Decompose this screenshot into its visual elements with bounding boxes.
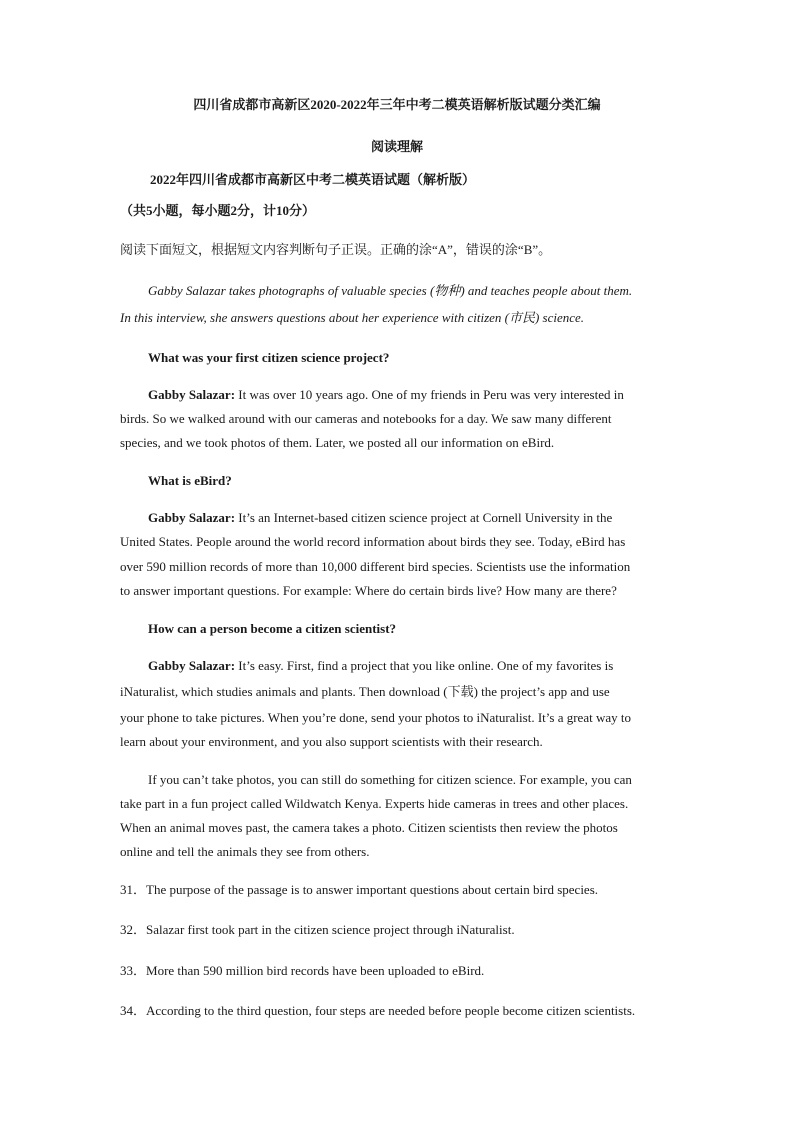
answer-2-line-2: United States. People around the world record information about birds they see. Today, eBird has xyxy=(120,534,626,549)
statement-34 xyxy=(120,1003,680,1019)
intro-line-2: In this interview, she answers questions about her experience with citizen (市民) science. xyxy=(120,310,585,325)
statement-text: According to the third question, four steps are needed before people become citizen scientists. xyxy=(146,1003,636,1018)
statement-number: 33． xyxy=(120,963,147,978)
document-title: 四川省成都市高新区2020-2022年三年中考二模英语解析版试题分类汇编 xyxy=(193,97,601,112)
answer-1-line-1 xyxy=(148,387,624,403)
question-3: How can a person become a citizen scientist? xyxy=(148,621,397,636)
answer-1-line-2: birds. So we walked around with our cameras and notebooks for a day. We saw many different xyxy=(120,411,612,426)
statement-text: More than 590 million bird records have been uploaded to eBird. xyxy=(146,963,485,978)
intro-line-1: Gabby Salazar takes photographs of valuable species (物种) and teaches people about them. xyxy=(148,283,633,298)
statement-31 xyxy=(120,882,676,898)
speaker-label: Gabby Salazar: xyxy=(148,387,236,402)
answer-3-para2-line-4: online and tell the animals they see from others. xyxy=(120,844,370,859)
answer-text: It’s an Internet-based citizen science project at Cornell University in the xyxy=(235,510,613,525)
statement-32 xyxy=(120,922,676,938)
answer-text: It was over 10 years ago. One of my friends in Peru was very interested in xyxy=(235,387,624,402)
statement-number: 34． xyxy=(120,1003,147,1018)
answer-2-line-1 xyxy=(148,510,612,526)
answer-3-line-1 xyxy=(148,658,613,674)
section-heading: 阅读理解 xyxy=(370,139,423,154)
statement-text: The purpose of the passage is to answer important questions about certain bird species. xyxy=(146,882,599,897)
statement-text: Salazar first took part in the citizen science project through iNaturalist. xyxy=(146,922,515,937)
answer-3-line-4: learn about your environment, and you also support scientists with their research. xyxy=(120,734,543,749)
answer-3-line-2: iNaturalist, which studies animals and plants. Then download (下载) the project’s app and use xyxy=(120,684,610,699)
statement-number: 32． xyxy=(120,922,147,937)
answer-3-para2-line-3: When an animal moves past, the camera takes a photo. Citizen scientists then review the photos xyxy=(120,820,618,835)
question-1: What was your first citizen science project? xyxy=(148,350,390,365)
question-2: What is eBird? xyxy=(148,473,232,488)
answer-3-para2-line-2: take part in a fun project called Wildwatch Kenya. Experts hide cameras in trees and other places. xyxy=(120,796,629,811)
answer-2-line-3: over 590 million records of more than 10,000 different bird species. Scientists use the information xyxy=(120,559,631,574)
statement-33 xyxy=(120,963,676,979)
speaker-label: Gabby Salazar: xyxy=(148,510,236,525)
score-note: （共5小题，每小题2分，计10分） xyxy=(120,203,316,218)
answer-3-line-3: your phone to take pictures. When you’re done, send your photos to iNaturalist. It’s a great way to xyxy=(120,710,631,725)
statement-number: 31． xyxy=(120,882,147,897)
instruction: 阅读下面短文，根据短文内容判断句子正误。正确的涂“A”，错误的涂“B”。 xyxy=(120,242,552,257)
answer-2-line-4: to answer important questions. For example: Where do certain birds live? How many are there? xyxy=(120,583,617,598)
answer-1-line-3: species, and we took photos of them. Later, we posted all our information on eBird. xyxy=(120,435,555,450)
exam-subtitle: 2022年四川省成都市高新区中考二模英语试题（解析版） xyxy=(150,172,476,187)
answer-3-para2-line-1: If you can’t take photos, you can still do something for citizen science. For example, you can xyxy=(148,772,632,787)
answer-text: It’s easy. First, find a project that you like online. One of my favorites is xyxy=(235,658,614,673)
speaker-label: Gabby Salazar: xyxy=(148,658,236,673)
